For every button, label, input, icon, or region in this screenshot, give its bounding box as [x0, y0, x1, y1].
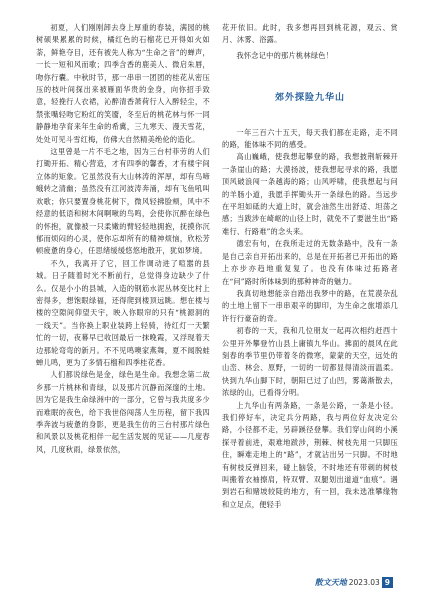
body-paragraph: 一年三百六十五天，每天我们都在走路，走不同的路，能体味不同的感受。 [222, 127, 398, 150]
body-paragraph: 我怀念记中的那片桃林绿色！ [236, 50, 334, 60]
body-paragraph: 人们都说绿色是金，绿色是生命。我想念第二故乡那一片桃林和青绿，以及那片沉静而深邃的土地。因为它是我生命绿洲中的一部分，它曾与我共度多少而难眠的夜色，给下我世俗闯荡人生历程，留下我四季奔波与疲惫的身影，更是我生仿的三台村那片绿色和风景以及桃花相伴一起生活发展的见证——几度春风，几度秋雨，绿景依然， [36, 370, 210, 454]
body-paragraph: 不久，我离开了它，回工作调动进了喧嚣的县城。日子随着时光不断前行，总觉得身边缺少了什么。仅是小小的县城，入造的钢筋水泥丛林变比村上密得多，想饱眼绿福，还得爬到楼顶远眺。想在楼与楼的空隙间仰望天宇，映入你眼帘的只有“桃源洞的一线天”。当你换上职业装跨上轻骑，待红灯一天繁忙的一切，夜幕早已收回最后一抹晚霞，又浮现着天边那轮弯弯的新月。不不见鸣噢家燕舞，夏不闻脱蛙蝉儿鸣，更为了多情石榴和四季桂花香。 [36, 258, 210, 367]
page-footer [315, 575, 393, 589]
body-paragraph: 初春的一天，我和几位朋友一起再次相约赶西十公里开外攀登竹山县上庸镇九华山。拂面的晨风在此刻春的季节里仍带着冬的微寒，蒙蒙的天空，远处的山峦、林会、原野，一切的一切都显得清淡而温柔。快到九华山脚下时，朝阳已过了山凹，雾蔼渐散去，浓绿的山，已看得分明。 [222, 326, 398, 398]
body-paragraph: 这里曾是一片不毛之地，因为三台村菲劳的人们打锄开拓、精心营造，才有四季的馨香，才有楼宇间立体的矩象。它虽然没有大山林涛的浑厚，却有鸟啼蛾转之清幽；虽然没有江河波涛奔涌，却有飞鱼吼叫欢歌；你只要置身桃花树下，微风轻拂脸颊，风中不经意的低语和树木间啊啾的鸟鸣，会使你沉醉在绿色的怀抱，就像被一只柔嫩的臂轻轻地拥抱，抚摸你沉郁而烦闷的心灵，使你忘却所有的精神烦恼，欣松芳顿疲惫的身心，任思绪缓缓悠悠地散开，犹如梦境。 [36, 147, 210, 256]
body-paragraph: 高山巍峨，使我想起攀登的路，我想披荆斩棘开一条崖山的路；大漠扬波，使我想起寻求的路，我愿顶风破浪闯一条越海的路；山风呼啸，使我想起与问的羊肠小道，我愿手挥锄头开一条绿色的路。当远步在平坦如砥的大道上时，就会油然生出舒适、坦荡之感；当跋涉在崎岖的山径上时，就免不了要滋生出“路难行、行路难”的念头来。 [222, 152, 398, 236]
magazine-name: 散文天地 [314, 577, 347, 587]
section-title: 郊外探险九华山 [274, 93, 345, 104]
body-paragraph: 我真切地想能亲自踏出我梦中的路，在荒漠杂乱的土地上留下一串串艰辛的脚印，为生命之旅增添几许行行豪奋的奇。 [222, 288, 398, 323]
right-column [222, 22, 398, 511]
issue-number: 2023.03 [348, 577, 380, 587]
body-paragraph: 德宏有句，在我所走过的无数条路中，没有一条是自己亲自开拓出来的，总是在开拓者已开拓出的路上亦步亦趋地重复复了。也没有体味过拓路者在“问”路时所体味到的那种神奇的魅力。 [222, 239, 398, 286]
page-number: 9 [382, 577, 393, 588]
body-paragraph: 初夏，人们刚刚卸去身上厚重的春装，满园的桃树硕果累累的时候，橘红色的石榴花已开得如火如荼，鲜艳夺目，还有被先人称为“生命之音”的蝉声，一长一短和风而歌；四季含香的鹿美人、微启朱唇，吻你行囊。中秋时节，那一串串一团团的桂花从密压压的枝叶间探出来被雁面华贵的金身，向你招手致意，轻挽行人衣裙，沁醉清香萧荷行人入醉轻尘，不禁张嘴轻吻它粉红的笑靥，冬至后的桃花林与怀一同静静地孕育来年生命的希冀，三九寒天、漫天雪花，处处可见斗雪红梅，仿佛大自然精美绝伦的造化。 [36, 23, 210, 144]
body-paragraph: 花开依旧。此时，我多想再回到桃花源，观云、赏月、沐雾、浴露。 [222, 23, 398, 45]
body-paragraph: 上九华山有两条路，一条是公路，一条是小径。我们停好车，决定兵分两路，我与两位好友决定公路，小径都不走，另辟蹊径登攀。我们穿山间的小溪探寻着前进，艰难地跋涉，荆棘、树枝先用一只脚压住，瞬难走地上的“路”，才就沾出另一只脚。不时地有树枝反弹回来，碰上脑袋，不时地还有带刺的树枝叫搬着衣袖擦肩，特双臂、双腿划出道道“血痕”。遇到岩石和赌坡较陡的地方，有一回，我未选准攀缘物和立足点，便轻手 [222, 400, 398, 509]
left-column [36, 22, 210, 456]
